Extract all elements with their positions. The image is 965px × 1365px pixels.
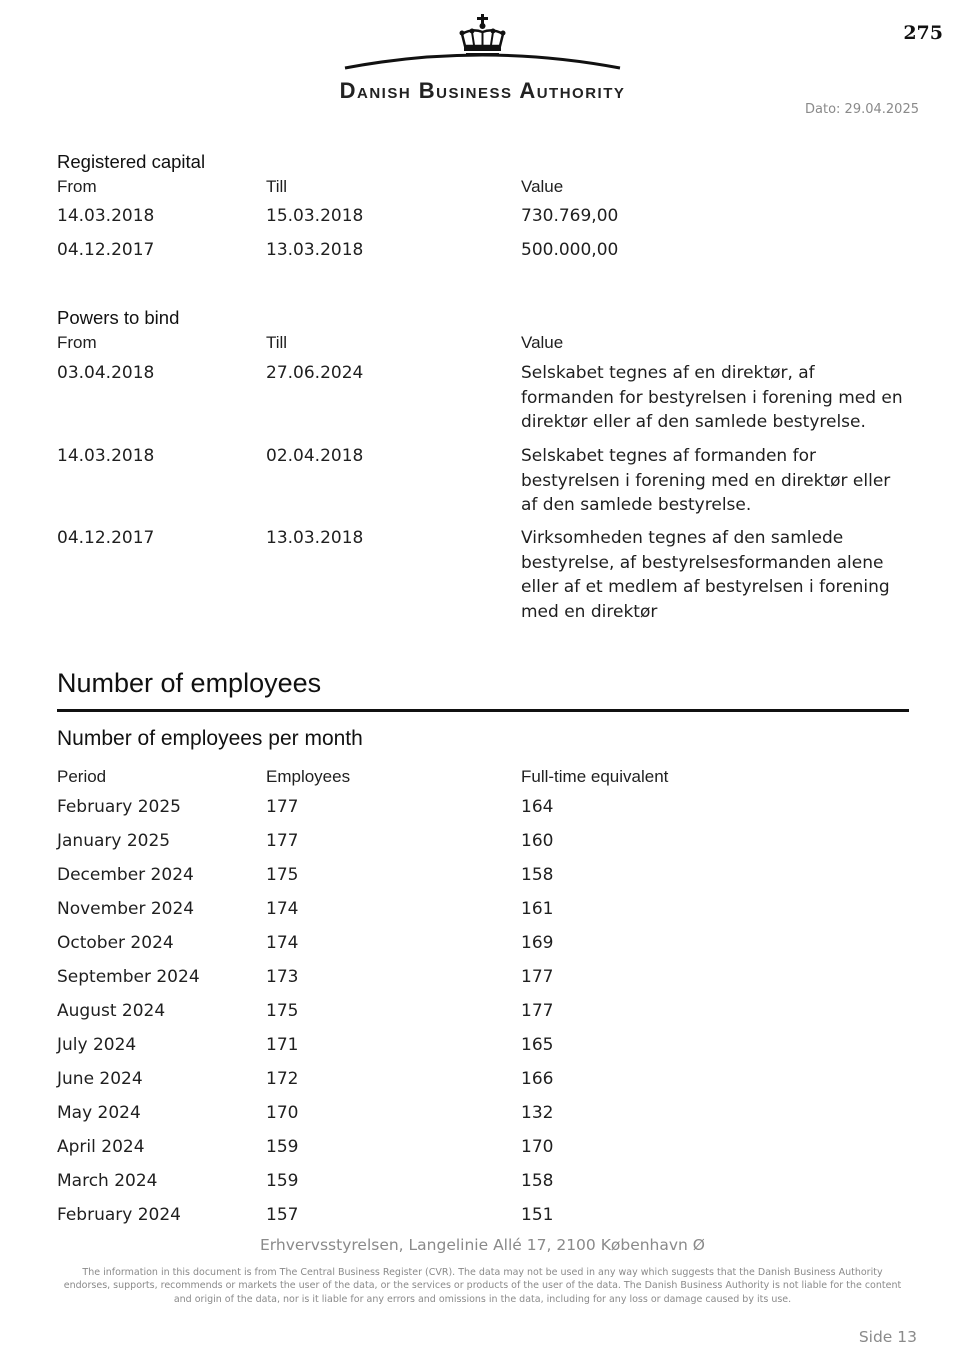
page-number: 275	[903, 22, 943, 44]
table-cell-from: 04.12.2017	[57, 240, 155, 260]
column-header-fte: Full-time equivalent	[521, 767, 669, 786]
registered-capital-title: Registered capital	[57, 151, 206, 172]
column-header-till: Till	[266, 177, 288, 196]
section-title-employees: Number of employees	[57, 668, 322, 698]
table-cell-period: June 2024	[57, 1069, 143, 1089]
column-header-employees: Employees	[266, 767, 351, 786]
table-cell-fte: 164	[521, 797, 554, 817]
powers-to-bind-title: Powers to bind	[57, 307, 180, 328]
section-divider	[57, 709, 909, 712]
table-cell-fte: 165	[521, 1035, 554, 1055]
column-header-value: Value	[521, 333, 564, 352]
table-cell-employees: 157	[266, 1205, 299, 1225]
table-cell-employees: 171	[266, 1035, 299, 1055]
table-cell-till: 27.06.2024	[266, 363, 364, 383]
table-cell-fte: 132	[521, 1103, 554, 1123]
table-cell-value: 500.000,00	[521, 240, 619, 260]
table-cell-period: May 2024	[57, 1103, 141, 1123]
column-header-from: From	[57, 177, 97, 196]
table-cell-period: December 2024	[57, 865, 194, 885]
table-cell-fte: 158	[521, 865, 554, 885]
table-cell-period: October 2024	[57, 933, 174, 953]
table-cell-period: February 2024	[57, 1205, 181, 1225]
column-header-period: Period	[57, 767, 107, 786]
table-cell-value: Selskabet tegnes af en direktør, af formanden for bestyrelsen i forening med en direktør eller af den samlede bestyrelse.	[521, 363, 903, 432]
employees-per-month-title: Number of employees per month	[57, 727, 363, 750]
table-cell-fte: 170	[521, 1137, 554, 1157]
table-cell-employees: 175	[266, 865, 299, 885]
table-cell-employees: 170	[266, 1103, 299, 1123]
table-cell-employees: 177	[266, 797, 299, 817]
column-header-value: Value	[521, 177, 564, 196]
table-cell-till: 13.03.2018	[266, 240, 364, 260]
page-label: Side 13	[858, 1328, 917, 1346]
table-cell-employees: 159	[266, 1137, 299, 1157]
table-cell-fte: 158	[521, 1171, 554, 1191]
table-cell-till: 02.04.2018	[266, 446, 364, 466]
table-cell-fte: 177	[521, 967, 554, 987]
table-cell-fte: 177	[521, 1001, 554, 1021]
table-cell-from: 04.12.2017	[57, 528, 155, 548]
table-cell-fte: 169	[521, 933, 554, 953]
table-cell-employees: 172	[266, 1069, 299, 1089]
table-cell-fte: 166	[521, 1069, 554, 1089]
table-cell-from: 03.04.2018	[57, 363, 155, 383]
table-cell-employees: 173	[266, 967, 299, 987]
table-cell-period: February 2025	[57, 797, 181, 817]
table-cell-fte: 151	[521, 1205, 554, 1225]
logo-wordmark: Danish Business Authority	[339, 78, 626, 103]
footer-address: Erhvervsstyrelsen, Langelinie Allé 17, 2100 København Ø	[260, 1236, 705, 1254]
table-cell-value: 730.769,00	[521, 206, 619, 226]
table-cell-from: 14.03.2018	[57, 206, 155, 226]
employees-table	[57, 765, 909, 1235]
column-header-till: Till	[266, 333, 288, 352]
table-cell-till: 13.03.2018	[266, 528, 364, 548]
table-cell-employees: 177	[266, 831, 299, 851]
table-cell-employees: 174	[266, 899, 299, 919]
table-cell-period: April 2024	[57, 1137, 145, 1157]
powers-to-bind-section	[57, 307, 909, 637]
table-cell-period: August 2024	[57, 1001, 166, 1021]
footer-disclaimer: The information in this document is from The Central Business Register (CVR). The data may not be used in any way which suggests that the Danish Business Authority endorses, supports, recommends or markets the user of the data, or the services or products of the user of the data. The Danish Business Authority is not liable for the content and origin of the data, nor is it liable for any errors and omissions in the data, including for any loss or damage caused by its use.	[63, 1267, 902, 1305]
table-cell-period: July 2024	[57, 1035, 137, 1055]
table-cell-employees: 175	[266, 1001, 299, 1021]
table-cell-period: November 2024	[57, 899, 195, 919]
table-cell-period: January 2025	[57, 831, 171, 851]
table-cell-employees: 159	[266, 1171, 299, 1191]
column-header-from: From	[57, 333, 97, 352]
table-cell-value: Selskabet tegnes af formanden for bestyrelsen i forening med en direktør eller af den samlede bestyrelse.	[521, 446, 891, 515]
table-cell-till: 15.03.2018	[266, 206, 364, 226]
table-cell-period: September 2024	[57, 967, 200, 987]
table-cell-employees: 174	[266, 933, 299, 953]
table-cell-value: Virksomheden tegnes af den samlede bestyrelse, af bestyrelsesformanden alene eller af et medlem af bestyrelsen i forening med en direktør	[521, 528, 890, 622]
registered-capital-section	[57, 151, 909, 271]
table-cell-period: March 2024	[57, 1171, 158, 1191]
table-cell-fte: 161	[521, 899, 554, 919]
table-cell-fte: 160	[521, 831, 554, 851]
document-date: Dato: 29.04.2025	[805, 102, 919, 117]
table-cell-from: 14.03.2018	[57, 446, 155, 466]
